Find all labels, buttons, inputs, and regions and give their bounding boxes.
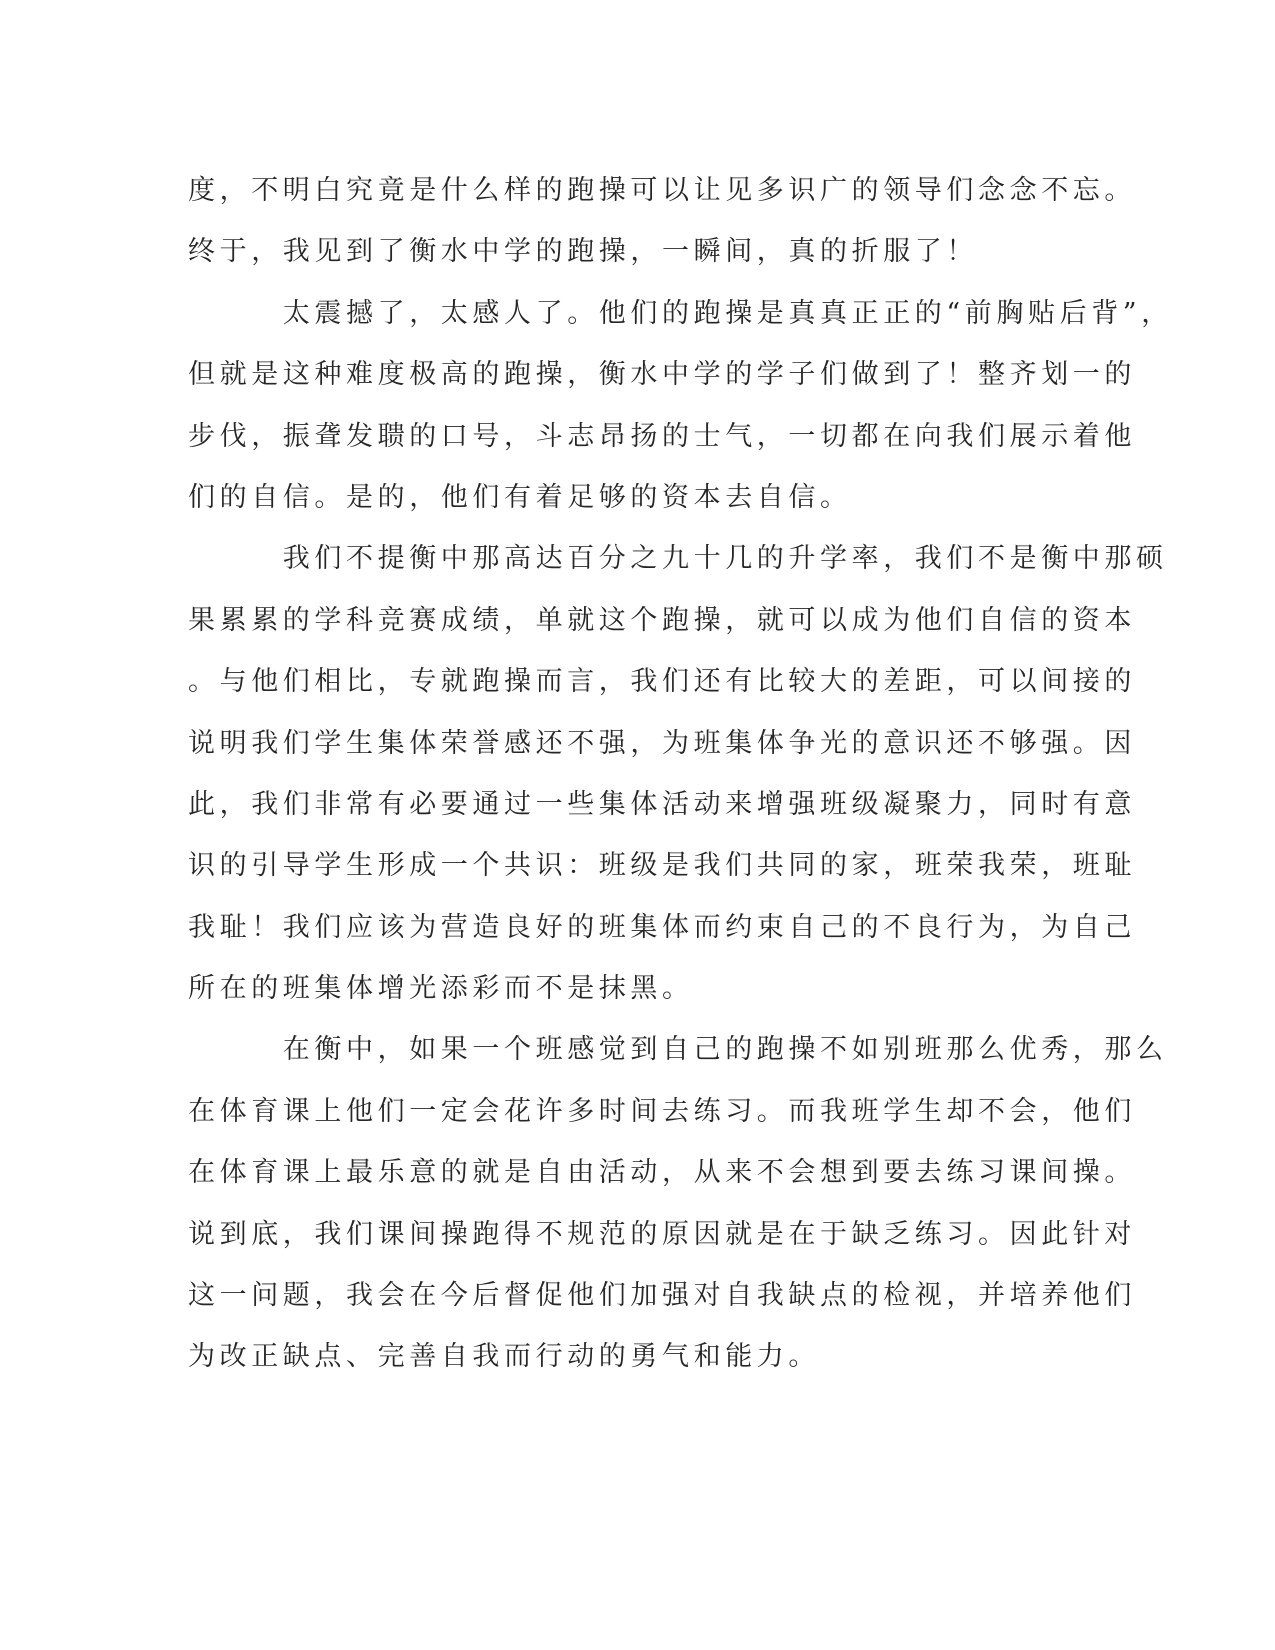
text-line: 识的引导学生形成一个共识：班级是我们共同的家，班荣我荣，班耻 (188, 850, 1136, 882)
document-body (188, 160, 1173, 1388)
text-line: 终于，我见到了衡水中学的跑操，一瞬间，真的折服了！ (188, 236, 978, 268)
text-line: 这一问题，我会在今后督促他们加强对自我缺点的检视，并培养他们 (188, 1280, 1136, 1312)
text-line: 我耻！我们应该为营造良好的班集体而约束自己的不良行为，为自己 (188, 911, 1136, 943)
text-line: 我们不提衡中那高达百分之九十几的升学率，我们不是衡中那硕 (188, 543, 1168, 575)
text-line: 说明我们学生集体荣誉感还不强，为班集体争光的意识还不够强。因 (188, 727, 1136, 759)
text-line: 在体育课上他们一定会花许多时间去练习。而我班学生却不会，他们 (188, 1095, 1136, 1127)
text-line: 太震撼了，太感人了。他们的跑操是真真正正的“前胸贴后背”， (188, 297, 1173, 329)
text-line: 在衡中，如果一个班感觉到自己的跑操不如别班那么优秀，那么 (188, 1034, 1168, 1066)
text-line: 。与他们相比，专就跑操而言，我们还有比较大的差距，可以间接的 (188, 666, 1136, 698)
paragraph-2 (188, 283, 1173, 529)
text-line: 们的自信。是的，他们有着足够的资本去自信。 (188, 481, 852, 513)
text-line: 度，不明白究竟是什么样的跑操可以让见多识广的领导们念念不忘。 (188, 175, 1136, 206)
paragraph-1 (188, 160, 1136, 283)
text-line: 为改正缺点、完善自我而行动的勇气和能力。 (188, 1341, 820, 1373)
text-line: 此，我们非常有必要通过一些集体活动来增强班级凝聚力，同时有意 (188, 788, 1136, 820)
text-line: 步伐，振聋发聩的口号，斗志昂扬的士气，一切都在向我们展示着他 (188, 420, 1136, 452)
text-line: 所在的班集体增光添彩而不是抹黑。 (188, 973, 694, 1005)
paragraph-3 (188, 528, 1168, 1019)
text-line: 说到底，我们课间操跑得不规范的原因就是在于缺乏练习。因此针对 (188, 1218, 1136, 1250)
paragraph-4 (188, 1019, 1168, 1387)
text-line: 果累累的学科竞赛成绩，单就这个跑操，就可以成为他们自信的资本 (188, 604, 1136, 636)
text-line: 但就是这种难度极高的跑操，衡水中学的学子们做到了！整齐划一的 (188, 359, 1136, 391)
text-line: 在体育课上最乐意的就是自由活动，从来不会想到要去练习课间操。 (188, 1157, 1136, 1189)
